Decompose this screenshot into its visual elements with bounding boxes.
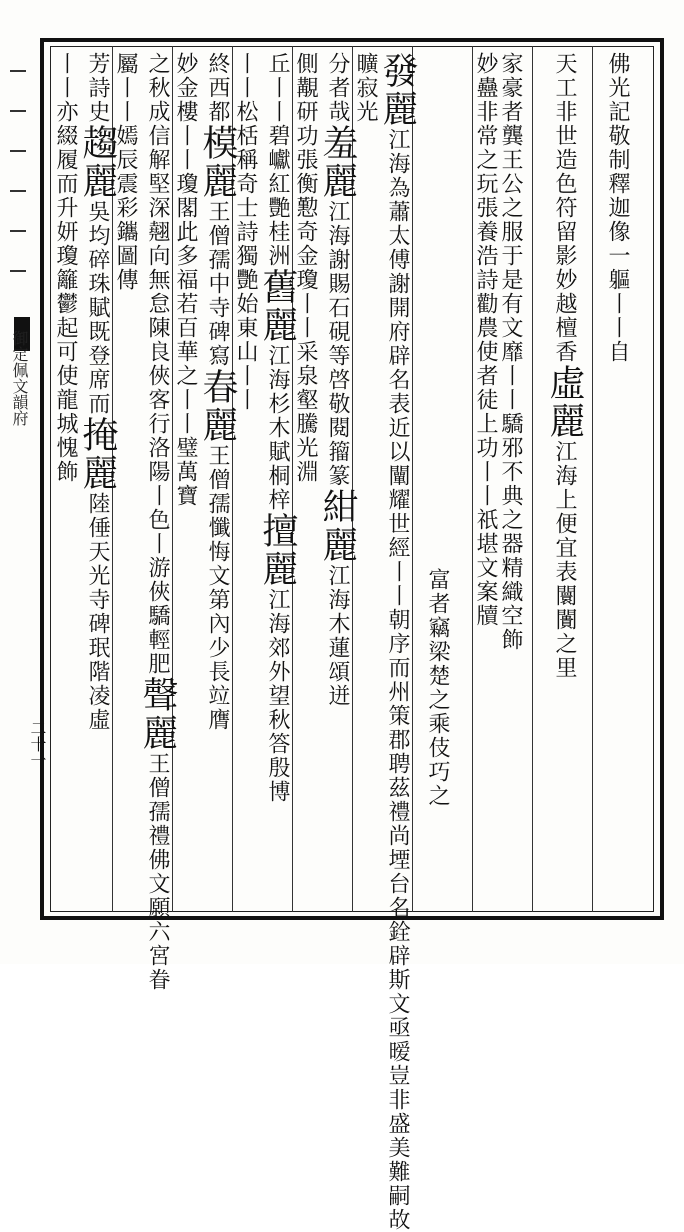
text-segment: 江海杉木賦桐梓 xyxy=(265,344,290,512)
folio-number: 二十一 xyxy=(28,720,47,768)
margin-tick xyxy=(10,270,26,272)
headword: 發麗 xyxy=(377,52,418,128)
text-segment: 丨丨亦綴履而升妍 xyxy=(53,52,78,244)
text-segment: 江海木蓮頌迸 xyxy=(325,564,350,708)
headword: 模麗 xyxy=(197,124,238,200)
margin-tick xyxy=(10,70,26,72)
text-column xyxy=(112,48,178,992)
column-rule xyxy=(532,46,533,912)
text-segment: 瓊籬鬱起可使龍城愧飾 xyxy=(53,244,78,484)
book-title: 御定佩文韻府 xyxy=(10,330,29,426)
text-segment: 家豪者龔王公之服于是有文靡丨丨驕邪不典之器精織空飾 xyxy=(498,52,523,652)
text-segment: 州策郡聘茲禮尚堙台名銓辟斯文亟暧豈非盛美難嗣故 xyxy=(385,680,410,1232)
text-segment: 士詩獨艷始東山丨丨 xyxy=(233,196,258,412)
text-column xyxy=(532,48,592,910)
text-segment: 佛光記敬制釋迦像一軀丨丨自 xyxy=(605,52,630,364)
text-segment: 吳均碎珠賦既登席而 xyxy=(85,200,110,416)
text-column xyxy=(292,48,358,910)
margin-tick xyxy=(10,150,26,152)
margin-tick xyxy=(10,230,26,232)
text-segment: 都 xyxy=(205,100,230,124)
text-segment: 芳詩 xyxy=(85,52,110,100)
text-segment: 王僧孺懺悔文第內少長竝膺 xyxy=(205,444,230,732)
text-segment: 終西 xyxy=(205,52,230,100)
text-column xyxy=(352,48,418,1232)
text-column xyxy=(592,48,652,910)
text-segment: 江海為蕭太傅謝開府辟名表近以闡耀世經丨丨朝序而 xyxy=(385,128,410,680)
text-line xyxy=(52,52,78,484)
text-segment: 妙蠱非常之玩張養浩詩勸農使者徒上功丨丨祇堪文案牘 xyxy=(473,52,498,628)
text-segment: 分者哉 xyxy=(325,52,350,124)
text-line xyxy=(472,52,498,628)
headword: 聲麗 xyxy=(137,676,178,752)
headword: 趨麗 xyxy=(77,124,118,200)
text-line xyxy=(377,52,417,1232)
headword: 舊麗 xyxy=(257,268,298,344)
text-segment: 丨丨松栝稱奇 xyxy=(233,52,258,196)
text-segment: 曠寂光 xyxy=(353,52,378,124)
text-line xyxy=(197,52,237,732)
text-segment: 富者竊梁楚之乘伎巧之 xyxy=(425,568,450,808)
margin-tick xyxy=(10,110,26,112)
text-segment: 紅艷桂洲 xyxy=(265,172,290,268)
headword: 擅麗 xyxy=(257,512,298,588)
text-line xyxy=(424,568,450,808)
text-column xyxy=(172,48,238,910)
headword: 羞麗 xyxy=(317,124,358,200)
text-segment: 妙金樓丨丨瓊閣 xyxy=(173,52,198,220)
text-segment: 王僧孺中寺碑寫 xyxy=(205,200,230,368)
text-segment: 屬丨丨嫣辰震彩鑴圖傳 xyxy=(113,52,138,292)
text-segment: 側覯研功張衡懃奇金瓊丨丨 xyxy=(293,52,318,340)
text-segment: 之秋成信解堅深翹向無怠陳良 xyxy=(145,52,170,364)
text-line xyxy=(137,52,177,992)
text-line xyxy=(497,52,523,652)
text-segment: 江海郊外望秋答殷博 xyxy=(265,588,290,804)
text-segment: 王僧孺禮佛文願六宮眷 xyxy=(145,752,170,992)
margin-tick xyxy=(10,190,26,192)
text-segment: 江海上便宜表闤闠之里 xyxy=(552,440,577,680)
text-segment: 俠客行洛陽丨色丨游俠驕輕肥 xyxy=(145,364,170,676)
page-margin xyxy=(2,30,36,630)
text-segment: 此多福若百華之丨丨璧萬寶 xyxy=(173,220,198,508)
text-segment: 采泉壑騰光淵 xyxy=(293,340,318,484)
text-column xyxy=(52,48,118,910)
text-segment: 天工非世造色符留影妙越檀香 xyxy=(552,52,577,364)
column-rule xyxy=(592,46,593,912)
text-segment: 史 xyxy=(85,100,110,124)
headword: 紺麗 xyxy=(317,488,358,564)
text-column xyxy=(232,48,298,910)
text-line xyxy=(77,52,117,732)
text-segment: 丘丨丨碧巘 xyxy=(265,52,290,172)
text-line xyxy=(604,52,630,364)
headword: 虛麗 xyxy=(544,364,585,440)
text-line xyxy=(317,52,357,708)
headword: 掩麗 xyxy=(77,416,118,492)
column-rule xyxy=(472,46,473,912)
text-segment: 江海謝賜石硯等啓敬閱籀篆 xyxy=(325,200,350,488)
text-line xyxy=(544,52,584,680)
text-line xyxy=(257,52,297,804)
text-column xyxy=(472,48,532,910)
text-segment: 陸倕天光寺碑珉階凌虛 xyxy=(85,492,110,732)
text-column xyxy=(412,48,472,910)
headword: 春麗 xyxy=(197,368,238,444)
